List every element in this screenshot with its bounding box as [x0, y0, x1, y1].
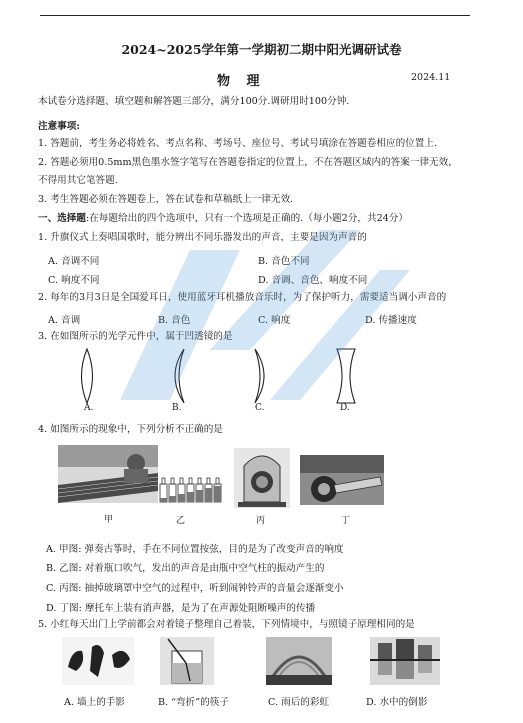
question-stem: 5. 小红每天出门上学前都会对着镜子整理自己着装，下列情境中，与照镜子原理相同的是 — [38, 619, 415, 630]
figure-label: 丙 — [256, 516, 266, 526]
lens-figure-c — [245, 347, 275, 405]
lens-label: D. — [340, 403, 350, 413]
subject-title: 物 理 — [217, 74, 266, 89]
lens-label: B. — [172, 403, 182, 413]
figure-label: 甲 — [104, 515, 114, 525]
rainbow-photo — [266, 637, 332, 685]
option-d: D. 音调、音色、响度不同 — [258, 275, 368, 286]
figure-label: 丁 — [341, 516, 351, 526]
option-b: B. “弯折”的筷子 — [158, 697, 229, 708]
lens-label: A. — [84, 403, 94, 413]
question-stem: 1. 升旗仪式上奏唱国歌时，能分辨出不同乐器发出的声音，主要是因为声音的 — [38, 232, 367, 243]
guzheng-photo — [58, 445, 158, 503]
option-c: C. 雨后的彩虹 — [268, 697, 330, 708]
option-a: A. 甲图: 弹奏古筝时，手在不同位置按弦，目的是为了改变声音的响度 — [46, 544, 344, 555]
bottles-photo — [158, 474, 228, 504]
note-item: 2. 答题必须用0.5mm黑色墨水签字笔写在答题卷指定的位置上，不在答题区域内的答案一律无效， — [38, 157, 458, 168]
question-stem: 4. 如图所示的现象中，下列分析不正确的是 — [38, 424, 223, 435]
option-d: D. 水中的倒影 — [366, 697, 428, 708]
option-d: D. 传播速度 — [365, 315, 417, 326]
exam-date: 2024.11 — [411, 72, 451, 83]
hand-shadow-photo — [62, 637, 134, 685]
lens-label: C. — [255, 403, 265, 413]
top-rule — [40, 15, 470, 16]
bent-chopsticks-photo — [160, 637, 214, 685]
intro-text: 本试卷分选择题、填空题和解答题三部分，满分100分.调研用时100分钟. — [38, 96, 350, 107]
option-c: C. 响度不同 — [48, 275, 100, 286]
question-stem: 2. 每年的3月3日是全国爱耳日，使用蓝牙耳机播放音乐时，为了保护听力，需要适当调小声音的 — [38, 292, 447, 303]
lens-figure-b — [164, 347, 194, 405]
option-a: A. 音调不同 — [48, 256, 100, 267]
option-c: C. 响度 — [258, 315, 291, 326]
question-stem: 3. 在如图所示的光学元件中，属于凹透镜的是 — [38, 331, 233, 342]
notes-heading: 注意事项: — [38, 121, 80, 132]
section-heading — [38, 213, 408, 225]
lens-figure-a — [72, 347, 102, 405]
option-b: B. 音色不同 — [258, 256, 310, 267]
section-description: :在每题给出的四个选项中，只有一个选项是正确的.（每小题2分，共24分） — [85, 213, 408, 224]
option-c: C. 丙图: 抽掉玻璃罩中空气的过程中，听到闹钟铃声的音量会逐渐变小 — [46, 583, 344, 594]
option-a: A. 音调 — [48, 315, 81, 326]
option-a: A. 墙上的手影 — [64, 697, 125, 708]
option-d: D. 丁图: 摩托车上装有消声器，是为了在声源处阻断噪声的传播 — [46, 603, 316, 614]
motorcycle-photo — [300, 455, 384, 505]
lens-figure-d — [331, 347, 361, 405]
note-item: 1. 答题前，考生务必将姓名、考点名称、考场号、座位号、考试号填涂在答题卷相应的位置上. — [38, 138, 438, 149]
note-item: 3. 考生答题必须在答题卷上，答在试卷和草稿纸上一律无效. — [38, 194, 294, 205]
note-item: 不得用其它笔答题. — [38, 175, 118, 186]
water-reflection-photo — [370, 637, 440, 685]
exam-title: 2024~2025学年第一学期初二期中阳光调研试卷 — [121, 42, 402, 57]
section-title: 一、选择题 — [38, 213, 86, 224]
option-b: B. 乙图: 对着瓶口吹气，发出的声音是由瓶中空气柱的振动产生的 — [46, 563, 325, 574]
bell-jar-photo — [234, 448, 290, 508]
figure-label: 乙 — [176, 516, 186, 526]
option-b: B. 音色 — [158, 315, 191, 326]
